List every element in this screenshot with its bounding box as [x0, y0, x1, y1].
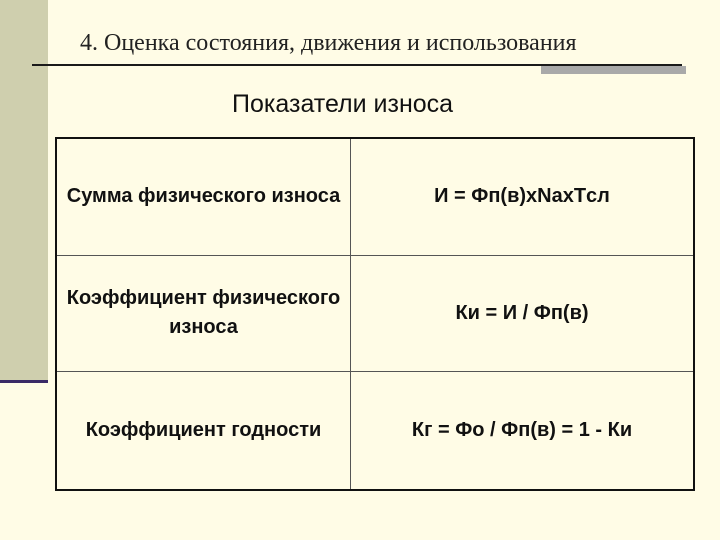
indicator-name-cell: Коэффициент физического износа — [57, 256, 351, 373]
indicator-formula-cell: Кг = Фо / Фп(в) = 1 - Ки — [411, 419, 633, 442]
slide-subtitle: Показатели износа — [232, 90, 454, 118]
indicators-table — [55, 137, 695, 491]
indicator-formula-cell: Ки = И / Фп(в) — [351, 256, 693, 373]
left-bar-base-line — [0, 380, 48, 383]
indicator-formula-cell: И = Фп(в)хNaхTсл — [351, 139, 693, 256]
left-decorative-bar — [0, 0, 48, 380]
indicator-name-cell: Коэффициент годности — [57, 372, 351, 489]
indicator-name-cell: Сумма физического износа — [57, 139, 351, 256]
slide-title: 4. Оценка состояния, движения и использования — [80, 30, 577, 56]
title-accent-bar — [541, 66, 686, 74]
